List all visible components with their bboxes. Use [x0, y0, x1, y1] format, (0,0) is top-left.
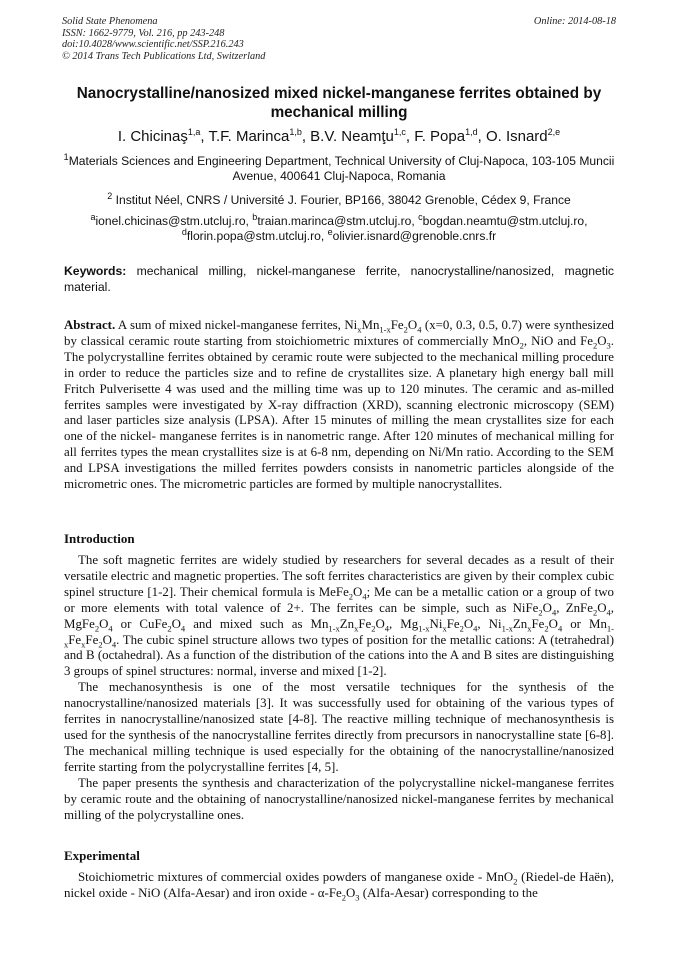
- introduction-heading: Introduction: [64, 531, 135, 546]
- paragraph-text: or CuFe: [112, 616, 168, 631]
- journal-header: [62, 16, 616, 62]
- email-link[interactable]: ionel.chicinas@stm.utcluj.ro,: [95, 214, 249, 228]
- email-link[interactable]: olivier.isnard@grenoble.cnrs.fr: [332, 229, 497, 244]
- journal-name: Solid State Phenomena: [62, 16, 158, 27]
- paragraph-text: (Riedel-de Haën), nickel oxide - NiO (Alfa-Aesar) and iron oxide - α-Fe: [64, 870, 614, 900]
- paragraph-text: (Alfa-Aesar) corresponding to the: [359, 885, 538, 900]
- email-link[interactable]: bogdan.neamtu@stm.utcluj.ro,: [422, 214, 588, 228]
- author-affil-mark: 2,e: [547, 127, 561, 137]
- affiliation-number: 2: [107, 190, 113, 201]
- email-link[interactable]: florin.popa@stm.utcluj.ro,: [186, 229, 325, 244]
- affiliation-number: 1: [63, 151, 69, 162]
- copyright-line: © 2014 Trans Tech Publications Ltd, Switzerland: [62, 50, 266, 62]
- paragraph-text: . The cubic spinel structure allows two types of position for the metallic cations: A (tetrahedral) and B (octahedral). As a function of the distribution of the cations into the A and B sites are distinguishing 3 groups of spinel structures: normal, inverse and mixed [1-2].: [64, 632, 614, 679]
- experimental-body: [64, 870, 614, 902]
- keywords-text: mechanical milling, nickel-manganese ferrite, nanocrystalline/nanosized, magnetic material.: [64, 264, 614, 294]
- affiliation-text: Institut Néel, CNRS / Université J. Fourier, BP166, 38042 Grenoble, Cédex 9, France: [112, 193, 571, 207]
- paragraph-text: Stoichiometric mixtures of commercial oxides powders of manganese oxide - MnO: [78, 870, 514, 884]
- paragraph: The paper presents the synthesis and characterization of the polycrystalline nickel-manganese ferrites by ceramic route and the obtaining of nanocrystalline/nanosized nickel-manganese ferrites by mechanical milling of the polycrystalline ones.: [64, 775, 614, 822]
- paragraph-text: The soft magnetic ferrites are widely studied by researchers for several decades as a result of their versatile electric and magnetic properties. The soft ferrites characteristics are given by their complex cubic spinel structure [1-2]. Their chemical formula is MeFe: [64, 553, 614, 599]
- online-date: Online: 2014-08-18: [533, 16, 616, 27]
- author-name: F. Popa: [414, 128, 466, 145]
- paragraph-text: ; Me can be a metallic cation or a group of two or more elements with total valence of 2+. The ferrites can be simple, such as NiFe: [64, 584, 614, 615]
- author-affil-mark: 1,c: [393, 127, 406, 137]
- paragraph: Stoichiometric mixtures of commercial oxides powders of manganese oxide - MnO$_2$ (Riedel-de Haën), nickel oxide - NiO (Alfa-Aesar) and iron oxide - $\alpha-Fe_2O_3$ (Alfa-Aesar) corresponding to the: [64, 870, 614, 903]
- abstract-section: Abstract. A sum of mixed nickel-manganese ferrites, $Ni_xMn_{1-x}Fe_2O_4$ (x=0, 0.3, 0.5, 0.7) were synthesized by classical ceramic route starting from stoichiometric mixtures of commercially MnO$_2$, NiO and $Fe_2O_3$. The polycrystalline ferrites obtained by ceramic route were subjected to the mechanical milling procedure in order to reduce the particles size and to refine de crystallites size. A planetary high energy ball mill Fritch Pulverisette 4 was used and the milling time was up to 120 minutes. The ceramic and as-milled ferrites samples were investigated by X-ray diffraction (XRD), scanning electronic microscopy (SEM) and laser particles size analysis (LPSA). After 15 minutes of milling the mean crystallites size for each one of the nickel- manganese ferrites is in nanometric range. After 120 minutes of mechanical milling for all ferrites types the mean crystallites size is at 6-8 nm, depending on Ni/Mn ratio. According to the SEM and LPSA investigations the milled ferrites powders consists in nanometric particles alongside of the micrometric ones. The micrometric particles are formed by multiple nanocrystallites.: [64, 318, 615, 492]
- author-emails: $^a$ionel.chicinas@stm.utcluj.ro, $^b$traian.marinca@stm.utcluj.ro, $^c$bogdan.neamtu@stm.utcluj.ro, $^d$florin.popa@stm.utcluj.ro, $^e$olivier.isnard@grenoble.cnrs.fr: [90, 211, 588, 244]
- paper-title: Nanocrystalline/nanosized mixed nickel-manganese ferrites obtained by mechanical milling: [76, 85, 602, 121]
- author-name: O. Isnard: [485, 128, 548, 145]
- author-name: T.F. Marinca: [208, 128, 290, 145]
- author-affil-mark: 1,a: [187, 127, 201, 137]
- abstract-text: A sum of mixed nickel-manganese ferrites, Ni: [115, 318, 358, 332]
- doi-line: doi:10.4028/www.scientific.net/SSP.216.243: [62, 39, 244, 51]
- issn-line: ISSN: 1662-9779, Vol. 216, pp 243-248: [62, 27, 225, 39]
- experimental-heading: Experimental: [64, 848, 140, 863]
- author-affil-mark: 1,b: [289, 127, 302, 137]
- author-list: I. Chicinaş$^{1,a}$, T.F. Marinca$^{1,b}$, B.V. Neamţu$^{1,c}$, F. Popa$^{1,d}$, O. Isnard$^{2,e}$: [117, 127, 561, 145]
- paragraph: The mechanosynthesis is one of the most versatile techniques for the synthesis of the nanocrystalline/nanosized materials [3]. It was successfully used for obtaining of the various types of ferrites in nanocrystalline/nanosized state [4-8]. The reactive milling technique of mechanosynthesis is used for the synthesis of the nanocrystalline ferrites directly from precursors in nanocrystalline state [6-8]. The mechanical milling technique is used especially for the obtaining of the nanocrystalline/nanosized ferrite starting from the polycrystalline ferrites [4, 5].: [64, 680, 614, 774]
- abstract-text: . The polycrystalline ferrites obtained by ceramic route were subjected to the mechanical milling procedure in order to reduce the particles size and to refine de crystallites size. A planetary high energy ball mill Fritch Pulverisette 4 was used and the milling time was up to 120 minutes. The ceramic and as-milled ferrites samples were investigated by X-ray diffraction (XRD), scanning electronic microscopy (SEM) and laser particles size analysis (LPSA). After 15 minutes of milling the mean crystallites size for each one of the nickel- manganese ferrites is in nanometric range. After 120 minutes of mechanical milling for all ferrites types the mean crystallites size is at 6-8 nm, depending on Ni/Mn ratio. According to the SEM and LPSA investigations the milled ferrites powders consists in nanometric particles alongside of the micrometric ones. The micrometric particles are formed by multiple nanocrystallites.: [64, 333, 615, 492]
- affiliation-text: Materials Sciences and Engineering Department, Technical University of Cluj-Napoca, 103-105 Muncii Avenue, 400641 Cluj-Napoca, Romania: [68, 154, 615, 184]
- paragraph-text: and mixed such as Mn: [185, 616, 329, 631]
- affiliation-2: [60, 190, 618, 208]
- keywords-section: [64, 263, 614, 295]
- introduction-body: [64, 553, 614, 823]
- abstract-text: , NiO and Fe: [523, 333, 593, 348]
- paragraph: The soft magnetic ferrites are widely studied by researchers for several decades as a result of their versatile electric and magnetic properties. The soft ferrites characteristics are given by their complex cubic spinel structure [1-2]. Their chemical formula is $MeFe_2O_4$; Me can be a metallic cation or a group of two or more elements with total valence of 2+. The ferrites can be simple, such as $NiFe_2O_4$, $ZnFe_2O_4$, $MgFe_2O_4$ or $CuFe_2O_4$ and mixed such as $Mn_{1-x}Zn_xFe_2O_4$, $Mg_{1-x}Ni_xFe_2O_4$, $Ni_{1-x}Zn_xFe_2O_4$ or $Mn_{1-x}Fe_xFe_2O_4$. The cubic spinel structure allows two types of position for the metallic cations: A (tetrahedral) and B (octahedral). As a function of the distribution of the cations into the A and B sites are distinguishing 3 groups of spinel structures: normal, inverse and mixed [1-2].: [64, 553, 614, 679]
- author-name: I. Chicinaş: [117, 128, 188, 145]
- abstract-label: Abstract.: [64, 318, 116, 332]
- author-name: B.V. Neamţu: [310, 128, 394, 145]
- author-affil-mark: 1,d: [465, 127, 478, 137]
- abstract-text: (x=0, 0.3, 0.5, 0.7) were synthesized by classical ceramic route starting from stoichiometric mixtures of commercially MnO: [64, 318, 614, 348]
- keywords-label: Keywords:: [64, 264, 127, 278]
- affiliation-1: [60, 151, 618, 185]
- email-link[interactable]: traian.marinca@stm.utcluj.ro,: [257, 214, 415, 228]
